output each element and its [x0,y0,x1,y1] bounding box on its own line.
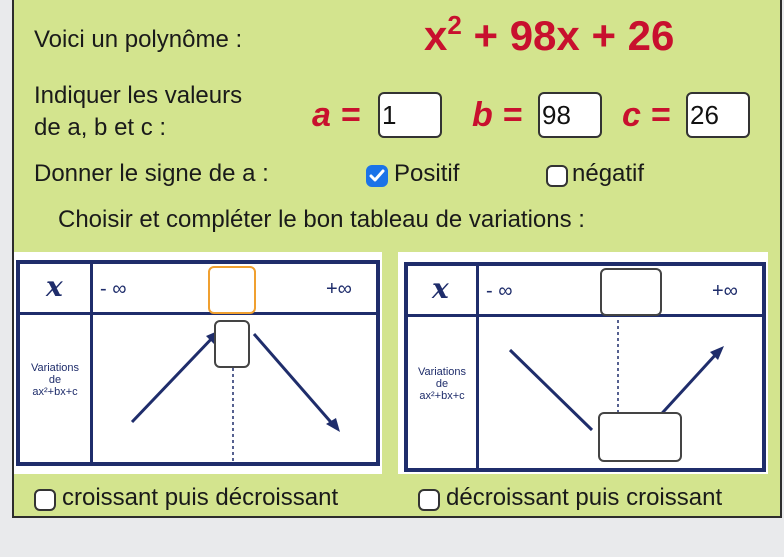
table-left-max-input[interactable] [214,320,250,368]
choice-left-checkbox[interactable] [34,489,56,511]
negative-label[interactable]: négatif [572,160,645,187]
a-label: a = [312,96,361,134]
table-right-frame [404,262,766,472]
intro-label: Voici un polynôme : [34,26,243,53]
table-right-x-input[interactable] [600,268,662,316]
table-left-arrows [20,264,376,462]
table-right-min-input[interactable] [598,412,682,462]
negative-checkbox[interactable] [546,165,568,187]
variation-table-right[interactable] [398,252,768,474]
table-right-var-label: Variations de ax²+bx+c [417,366,467,402]
positive-checkbox[interactable] [366,165,388,187]
positive-label[interactable]: Positif [394,160,460,187]
coeffs-label-line2: de a, b et c : [34,114,167,141]
checkmark-icon [369,168,385,184]
sign-label: Donner le signe de a : [34,160,269,187]
table-right-plus-inf: +∞ [712,280,738,302]
table-right-arrows [408,266,762,468]
choice-right-checkbox[interactable] [418,489,440,511]
table-left-minus-inf: - ∞ [100,278,127,300]
variation-table-left[interactable] [14,252,382,474]
c-label: c = [622,96,671,134]
coeffs-label-line1: Indiquer les valeurs [34,82,243,109]
choice-right-label[interactable]: décroissant puis croissant [446,484,723,511]
b-input[interactable]: 98 [538,92,602,138]
table-left-plus-inf: +∞ [326,278,352,300]
c-input[interactable]: 26 [686,92,750,138]
table-right-minus-inf: - ∞ [486,280,513,302]
table-left-frame [16,260,380,466]
table-left-x: x [46,270,63,303]
choice-left-label[interactable]: croissant puis décroissant [62,484,339,511]
choose-label: Choisir et compléter le bon tableau de variations : [58,206,585,233]
table-right-x: x [432,272,449,305]
table-left-var-label: Variations de ax²+bx+c [30,362,80,398]
exercise-panel [12,0,782,518]
table-left-x-input[interactable] [208,266,256,314]
a-input[interactable]: 1 [378,92,442,138]
b-label: b = [472,96,523,134]
polynomial: $x^2 + 98x + 26$ [424,10,675,59]
